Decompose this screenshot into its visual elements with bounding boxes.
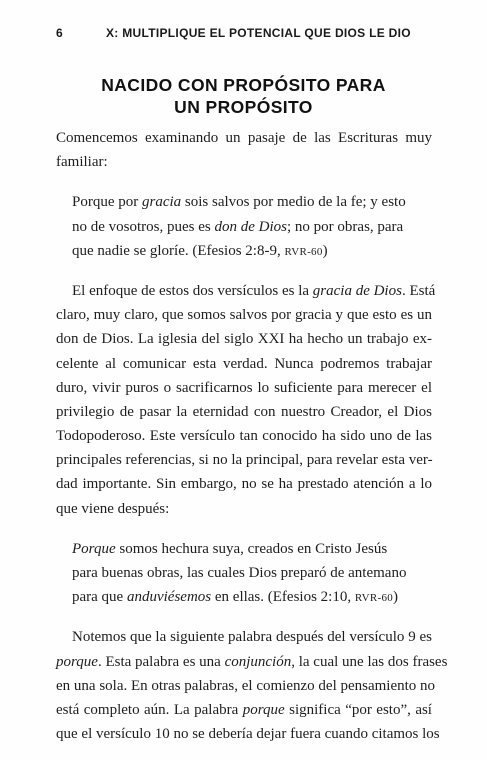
text-line: que el versículo 10 no se debería dejar fuera cuando citamos los [56, 726, 440, 743]
emphasis: gracia de Dios [312, 282, 402, 299]
quote-line: para que anduviésemos en ellas. (Efesios 2:10, RVR-60) [72, 589, 399, 606]
quote-line: que nadie se gloríe. (Efesios 2:8-9, RVR-60) [72, 242, 328, 259]
text-line: principales referencias, si no la principal, para revelar esta ver- [56, 452, 433, 469]
paragraph-conjunction [56, 625, 448, 746]
emphasis: anduviésemos [126, 589, 212, 606]
intro-paragraph [56, 126, 432, 174]
scripture-quote-1 [56, 190, 432, 263]
text-line: Comencemos examinando un pasaje de las Escrituras muy [56, 130, 432, 146]
emphasis: don de Dios [214, 218, 287, 235]
section-heading [56, 74, 431, 118]
quote-line: para buenas obras, las cuales Dios preparó de antemano [72, 565, 407, 581]
text-line: El enfoque de estos dos versículos es la gracia de Dios. Está [72, 282, 436, 299]
version-abbrev: RVR-60 [284, 245, 323, 258]
text-line: familiar: [56, 154, 108, 171]
page-number: 6 [56, 26, 63, 40]
text-line: que viene después: [56, 500, 170, 517]
text-line: dad importante. Sin embargo, no se ha prestado atención a lo [56, 476, 432, 493]
section-heading-line-1: NACIDO CON PROPÓSITO PARA [101, 75, 386, 95]
running-title: X: MULTIPLIQUE EL POTENCIAL QUE DIOS LE DIO [106, 26, 411, 40]
emphasis: gracia [142, 194, 182, 211]
scripture-quote-2 [56, 537, 432, 610]
emphasis: Porque [72, 540, 116, 557]
version-abbrev: RVR-60 [354, 592, 394, 605]
text-line: Notemos que la siguiente palabra después del versículo 9 es [72, 629, 432, 646]
text-line: Todopoderoso. Este versículo tan conocido ha sido uno de las [56, 428, 432, 445]
quote-line: Porque somos hechura suya, creados en Cristo Jesús [72, 540, 388, 557]
text-line: está completo aún. La palabra porque significa “por esto”, así [56, 701, 432, 718]
emphasis: porque [56, 653, 98, 670]
body-text [56, 126, 448, 746]
text-line: celente al comunicar esta verdad. Nunca podremos trabajar [56, 355, 432, 372]
emphasis: porque [242, 701, 285, 718]
text-line: porque. Esta palabra es una conjunción, la cual une las dos frases [56, 653, 448, 670]
running-header [56, 26, 457, 42]
paragraph-grace [56, 279, 436, 521]
emphasis: conjunción [224, 653, 292, 670]
text-line: don de Dios. La iglesia del siglo XXI ha hecho un trabajo ex- [56, 331, 432, 348]
text-line: claro, muy claro, que somos salvos por gracia y que esto es un [56, 307, 432, 324]
text-line: duro, vivir puros o sacrificarnos lo suficiente para merecer el [56, 379, 432, 396]
text-line: privilegio de pasar la eternidad con nuestro Creador, el Dios [56, 403, 432, 420]
text-line: en una sola. En otras palabras, el comienzo del pensamiento no [56, 677, 436, 694]
section-heading-line-2: UN PROPÓSITO [174, 97, 313, 117]
quote-line: Porque por gracia sois salvos por medio de la fe; y esto [72, 194, 406, 211]
quote-line: no de vosotros, pues es don de Dios; no por obras, para [72, 218, 404, 235]
